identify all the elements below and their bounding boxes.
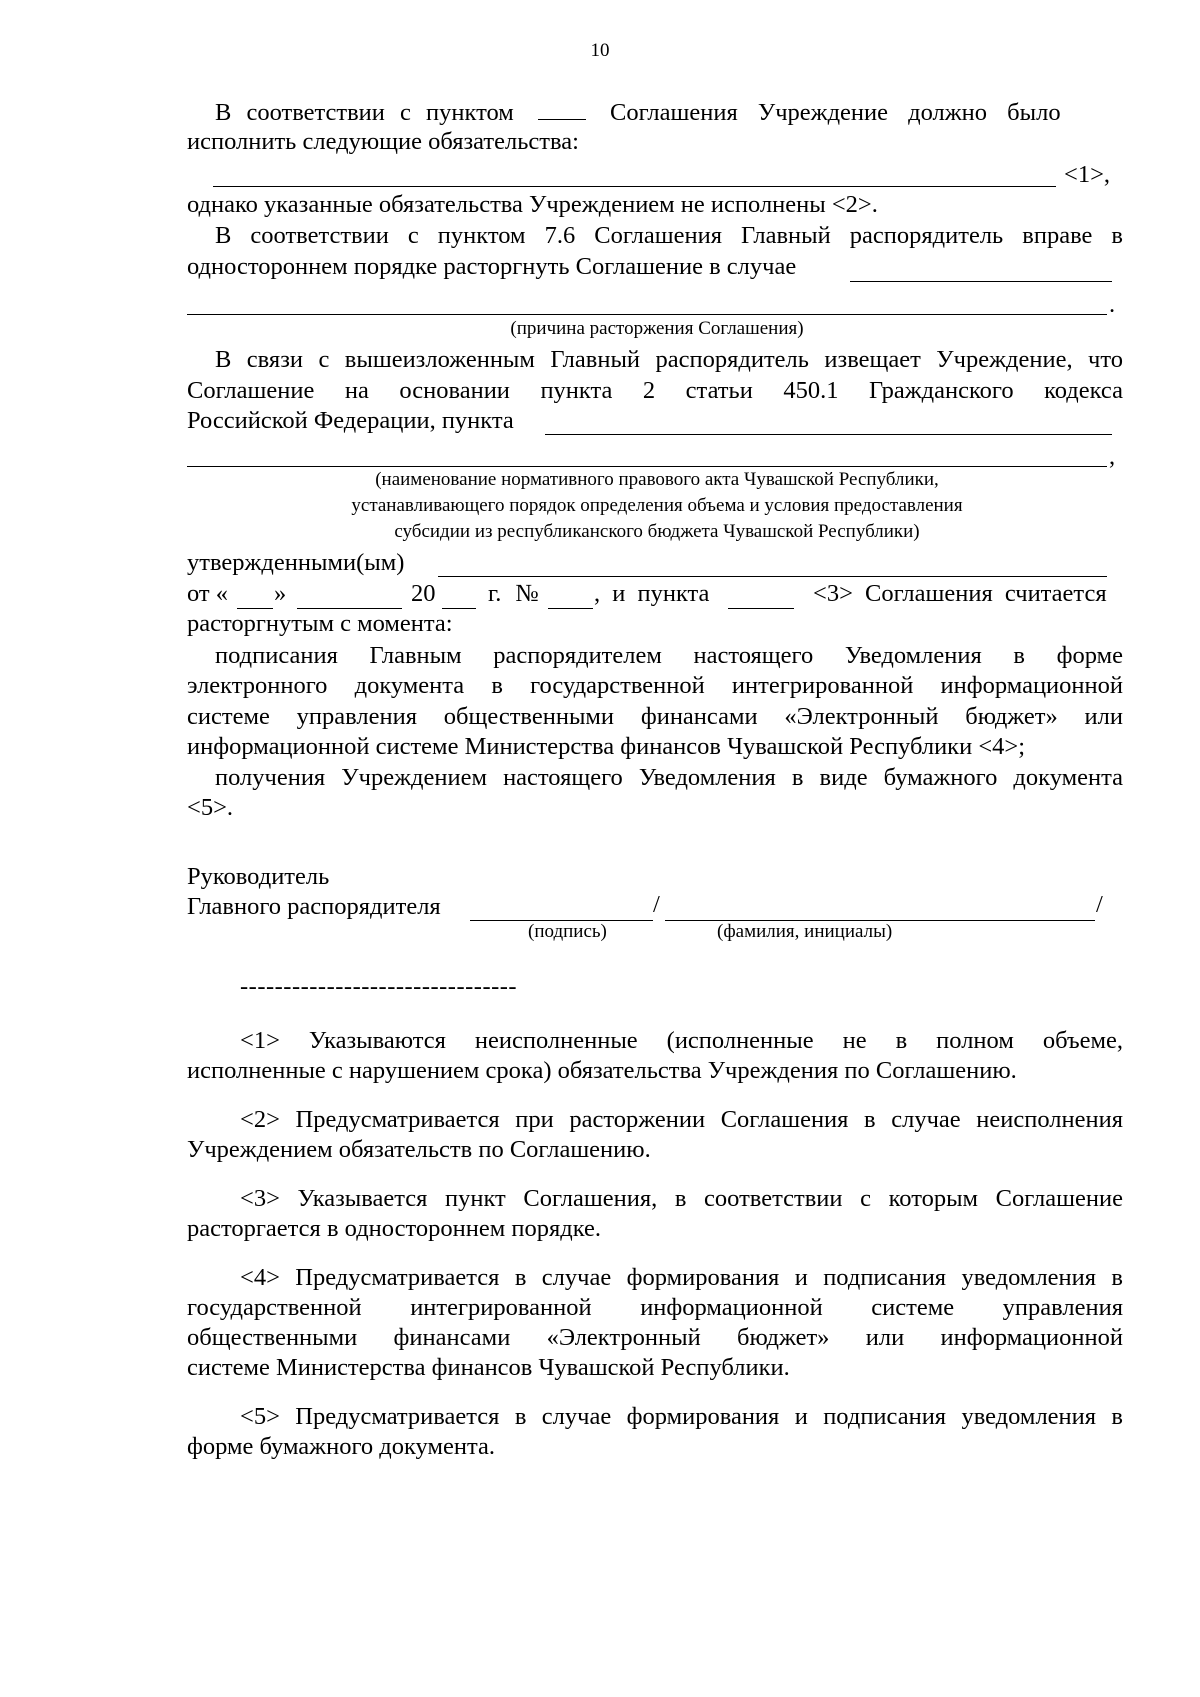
p1-line3-tail: <1>, xyxy=(1064,161,1111,188)
signature-slash-2: / xyxy=(1096,891,1103,918)
footnote-5-line2: форме бумажного документа. xyxy=(187,1433,495,1460)
footnote-4-line1: <4> Предусматривается в случае формирования и подписания уведомления в xyxy=(240,1264,1123,1291)
p4-line3: расторгнутым с момента: xyxy=(187,610,453,637)
p4-line2-and: , и пункта xyxy=(594,580,710,607)
p5-line2: электронного документа в государственной интегрированной информационной xyxy=(187,672,1123,699)
p3-line3: Российской Федерации, пункта xyxy=(187,407,514,434)
signature-slash-1: / xyxy=(653,891,660,918)
p3-line4-tail: , xyxy=(1109,443,1116,470)
footnote-2-line2: Учреждением обязательств по Соглашению. xyxy=(187,1136,651,1163)
p1-line1-b: Соглашения Учреждение должно было xyxy=(610,99,1061,126)
p2-line1: В соответствии с пунктом 7.6 Соглашения Главный распорядитель вправе в xyxy=(215,222,1123,249)
caption-act-3: субсидии из республиканского бюджета Чувашской Республики) xyxy=(394,521,920,542)
p5-line1: подписания Главным распорядителем настоящего Уведомления в форме xyxy=(215,642,1123,669)
footnote-2-line1: <2> Предусматривается при расторжении Соглашения в случае неисполнения xyxy=(240,1106,1123,1133)
footnote-3-line2: расторгается в одностороннем порядке. xyxy=(187,1215,601,1242)
caption-act-2: устанавливающего порядок определения объема и условия предоставления xyxy=(351,495,963,516)
p2-line2-text: одностороннем порядке расторгнуть Соглашение в случае xyxy=(187,253,797,280)
footnote-4-line2: государственной интегрированной информационной системе управления xyxy=(187,1294,1123,1321)
p4-line2-from: от « xyxy=(187,580,229,607)
footnote-4-line3: общественными финансами «Электронный бюджет» или информационной xyxy=(187,1324,1123,1351)
p1-line1-a: В соответствии с пунктом xyxy=(215,99,514,126)
caption-termination-reason: (причина расторжения Соглашения) xyxy=(510,318,804,339)
blank-clause-number xyxy=(728,608,794,609)
blank-number xyxy=(548,608,593,609)
caption-signature: (подпись) xyxy=(528,921,607,942)
p1-line1 xyxy=(215,97,1061,128)
footnote-1-line1: <1> Указываются неисполненные (исполненные не в полном объеме, xyxy=(240,1027,1123,1054)
p3-line2: Соглашение на основании пункта 2 статьи 450.1 Гражданского кодекса xyxy=(187,377,1123,404)
blank-clause-act-2 xyxy=(187,466,1107,467)
footnote-5-line1: <5> Предусматривается в случае формирования и подписания уведомления в xyxy=(240,1403,1123,1430)
p4-line1: утвержденными(ым) xyxy=(187,549,405,576)
p4-line2-g: г. № xyxy=(488,580,539,607)
p3-line1: В связи с вышеизложенным Главный распорядитель извещает Учреждение, что xyxy=(215,346,1123,373)
p4-line2-quote: » xyxy=(274,580,287,607)
p1-line4: однако указанные обязательства Учреждением не исполнены <2>. xyxy=(187,191,878,218)
p1-line2: исполнить следующие обязательства: xyxy=(187,128,579,155)
blank-obligations xyxy=(213,186,1056,187)
blank-reason-2 xyxy=(187,314,1107,315)
footnote-separator: -------------------------------- xyxy=(240,973,518,1000)
p4-line2-tail: <3> Соглашения считается xyxy=(813,580,1107,607)
page-number: 10 xyxy=(590,40,610,61)
p5-line3: системе управления общественными финансами «Электронный бюджет» или xyxy=(187,703,1123,730)
signature-label-1: Руководитель xyxy=(187,863,330,890)
p5-line4: информационной системе Министерства финансов Чувашской Республики <4>; xyxy=(187,733,1026,760)
caption-act-1: (наименование нормативного правового акта Чувашской Республики, xyxy=(375,469,939,490)
p4-line2-year: 20 xyxy=(411,580,436,607)
caption-full-name: (фамилия, инициалы) xyxy=(717,921,893,942)
p2-line3-tail: . xyxy=(1109,291,1116,318)
footnote-3-line1: <3> Указывается пункт Соглашения, в соответствии с которым Соглашение xyxy=(240,1185,1123,1212)
blank-clause-act-1 xyxy=(545,434,1112,435)
footnote-4-line4: системе Министерства финансов Чувашской Республики. xyxy=(187,1354,790,1381)
blank-approved-by xyxy=(438,576,1107,577)
p2-line2 xyxy=(187,252,796,282)
footnote-1-line2: исполненные с нарушением срока) обязательства Учреждения по Соглашению. xyxy=(187,1057,1017,1084)
blank-clause xyxy=(538,97,586,120)
blank-reason-1 xyxy=(850,281,1112,282)
p6-line2: <5>. xyxy=(187,794,234,821)
p6-line1: получения Учреждением настоящего Уведомления в виде бумажного документа xyxy=(215,764,1123,791)
signature-label-2: Главного распорядителя xyxy=(187,893,441,920)
